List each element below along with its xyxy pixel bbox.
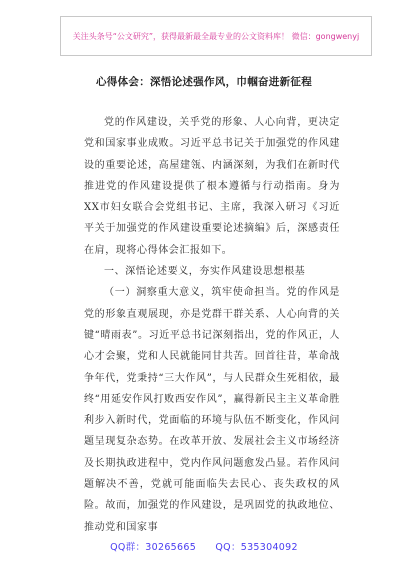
qq-group: QQ群：30265665: [110, 542, 197, 553]
footer-contact: [0, 539, 408, 553]
intro-paragraph: 党的作风建设，关乎党的形象、人心向背，更决定党和国家事业成败。习近平总书记关于加强党的作风建设的重要论述，高屋建瓴、内涵深刻，为我们在新时代推进党的作风建设提供了根本遵循与行动指南。身为XX市妇女联合会党组书记、主席，我深入研习《习近平关于加强党的作风建设重要论述摘编》后，深感责任在肩，现将心得体会汇报如下。: [84, 117, 340, 256]
promo-banner: 关注头条号“公文研究”，获得最新最全最专业的公文资料库！ 微信：gongwenyj: [60, 16, 372, 56]
section-heading: 一、深悟论述要义，夯实作风建设思想根基: [104, 266, 306, 278]
document-title: 心得体会：深悟论述强作风，巾帼奋进新征程: [96, 76, 312, 88]
document-body: [84, 112, 340, 538]
qq-number: QQ：535304092: [215, 542, 298, 553]
body-paragraph: （一）洞察重大意义，筑牢使命担当。党的作风是党的形象直观展现，亦是党群干群关系、人心向背的关键“晴雨表”。习近平总书记深刻指出，党的作风正，人心才会聚，党和人民就能同甘共苦。回首往昔，革命战争年代，党秉持“三大作风”，与人民群众生死相依，最终“用延安作风打败西安作风”，赢得新民主主义革命胜利步入新时代，党面临的环境与队伍不断变化，作风问题呈现复杂态势。在改革开放、发展社会主义市场经济及长期执政进程中，党内作风问题愈发凸显。若作风问题解决不善，党就可能面临失去民心、丧失政权的风险。故而，加强党的作风建设，是巩固党的执政地位、推动党和国家事: [84, 287, 340, 533]
